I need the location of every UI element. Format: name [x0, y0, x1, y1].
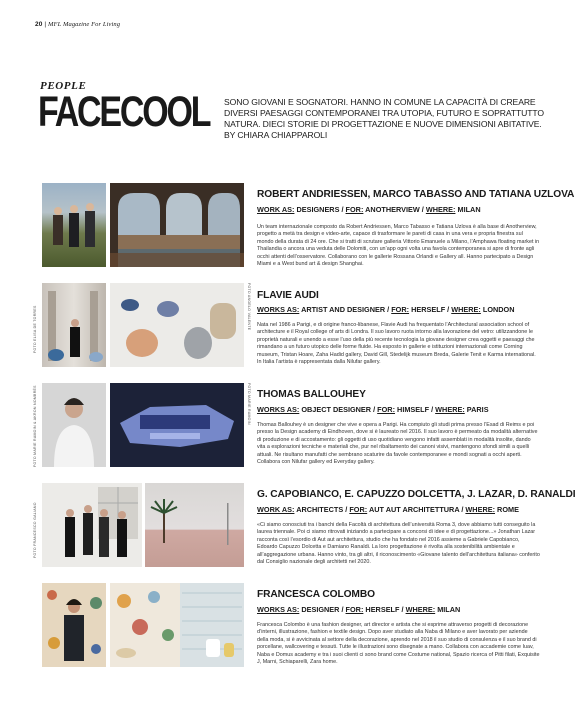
profile-description: Thomas Ballouhey è un designer che vive e opera a Parigi. Ha compiuto gli studi prima presso l’Esad di Reims e poi presso la Design academy di Eindhoven, dove si è laureato nel 2016. Il suo lavoro è permeato da modalità alternative di produzione e di accostamento: gli oggetti di uso quotidiano vengono infatti assemblati in modalità insolite, dando vita a esplorazioni tecniche e materiali che, pur nel ribaltamento dei canoni visivi, mantengono sfondi simili a quelli attuali. Ne risultano manufatti che sembrano scaturire da favole contemporanee e mondi sognati a occhi aperti. Collabora con Nilufar gallery ed Everyday gallery. [257, 422, 538, 466]
photo-credit: FOTO MARIE RAMOIN & AKRON NOMBRÉS [33, 385, 37, 467]
photo-credit: FOTO MARIE RAMOIN [247, 383, 251, 425]
profile-meta: WORKS AS: DESIGNER / FOR: HERSELF / WHERE: MILAN [257, 605, 461, 614]
profile-meta: WORK AS: DESIGNERS / FOR: ANOTHERVIEW / WHERE: MILAN [257, 205, 481, 214]
profile-description: Nata nel 1986 a Parigi, e di origine franco-libanese, Flavie Audi ha frequentato l’Architectural association school of architecture e il Royal college of arts di Londra. Il suo lavoro ruota intorno alla lavorazione del vetro: utilizzandone le proprietà naturali e unendo a esse l’uso della più recente tecnologia la giovane designer crea oggetti e paesaggi che rimandano a un futuro utopico delle forme fluide. Ha esposto in gallerie e istituzioni internazionali come Corning museum, Tristan Hoare, Zaha Hadid gallery, David Gill, Stedelijk museum Breda, Galerie Tenit e Karma international. In Italia l’artista è rappresentata dalla Nilufar gallery. [257, 322, 536, 366]
architects-group-icon [42, 483, 142, 567]
profile-description: Un team internazionale composto da Robert Andriessen, Marco Tabasso e Tatiana Uzlova è alla base di Anotherview, progetto a metà tra design e video-arte, capace di trasformare le pareti di casa in una vera e propria finestra sul mondo della durata di 24 ore. Che si tratti di scrutare galleria Vittorio Emanuele a Milano, l’Amphawa floating market in Thailandia o ancora una veduta delle Dolomiti, con un’app ogni volta una favola contemporanea si apre di fronte agli occhi attenti dell’osservatore. Collaborano con le gallerie Rossana Orlandi e Gallery all. Hanno partecipato a Design Miami e a West bund art & design Shanghai. [257, 224, 540, 268]
woman-pattern-icon [42, 583, 106, 667]
profile-meta: WORKS AS: ARTIST AND DESIGNER / FOR: HERSELF / WHERE: LONDON [257, 305, 515, 314]
portrait-francesca-colombo [42, 583, 106, 667]
palm-tree-icon [145, 483, 244, 567]
blue-sculpture-icon [110, 383, 244, 467]
profile-name: G. CAPOBIANCO, E. CAPUZZO DOLCETTA, J. LAZAR, D. RANALDI [257, 489, 576, 500]
man-figure-icon [42, 383, 106, 467]
profile-name: ROBERT ANDRIESSEN, MARCO TABASSO AND TATIANA UZLOVA [257, 189, 575, 200]
render-aut-aut [145, 483, 244, 567]
woman-figure-icon [42, 283, 106, 367]
photo-credit: FOTO ANGELO VALENTE [247, 283, 251, 331]
intro-text: SONO GIOVANI E SOGNATORI. HANNO IN COMUNE LA CAPACITÀ DI CREARE DIVERSI PAESAGGI CONTEMPORANEI TRA UTOPIA, FUTURO E SOPRATTUTTO NATURA. DIECI STORIE DI PROGETTAZIONE E NUOVE DIMENSIONI ABITATIVE. BY CHIARA CHIAPPAROLI [224, 97, 544, 140]
group-figures-icon [42, 183, 106, 267]
glass-sculptures-icon [110, 283, 244, 367]
profile-name: THOMAS BALLOUHEY [257, 389, 366, 400]
object-thomas-ballouhey [110, 383, 244, 467]
profile-description: Francesca Colombo è una fashion designer, art director e artista che si esprime attraverso progetti di decorazione d’interni, illustrazione, fashion e textile design. Dopo aver studiato alla Naba di Milano e aver lavorato per aziende della moda, si è avvicinata al settore della decorazione, aprendo nel 2018 il suo studio di consulenza e il suo brand di porcellane, wallcovering e tessuti. Tutte le illustrazioni sono disegnate a mano. Collabora con accademie come Iuav, Naba e Domus academy e tra i suoi clienti ci sono brand come Costume national, Spazio ricerca of Pitti filati, Exquisite J, Marni, Schiaparelli, Zara home. [257, 622, 540, 666]
group-photo-aut-aut [42, 483, 142, 567]
arched-windows-icon [110, 183, 244, 267]
page-title: FACECOOL [38, 88, 210, 136]
profile-name: FLAVIE AUDI [257, 290, 319, 301]
profile-description: «Ci siamo conosciuti tra i banchi della Facoltà di architettura dell’università Roma 3, dove abbiamo tutti conseguito la laurea triennale. Poi ci siamo ritrovati iniziando a partecipare a concorsi di idee e di progettazione...» Jonathan Lazar racconta così l’esordio di Aut aut architettura, studio che ha fondato nel 2016 assieme a Gabriele Capobianco, Edoardo Capuzzo Dolcetta e Damiano Ranaldi. La loro progettazione è rivolta alla sostenibilità ambientale e all’aggregazione urbana. Hanno vinto, tra gli altri, il riconoscimento «Giovane talento dell’architettura italiana» conferito dal Consiglio nazionale degli architetti nel 2020. [257, 522, 540, 566]
photo-credit: FOTO FRANCESCO GALIANO [33, 502, 37, 558]
glass-objects-flavie-audi [110, 283, 244, 367]
profile-name: FRANCESCA COLOMBO [257, 589, 375, 600]
group-photo-anotherview [42, 183, 106, 267]
section-label: PEOPLE [40, 80, 87, 92]
portrait-flavie-audi [42, 283, 106, 367]
wallcovering-porcelain-icon [110, 583, 244, 667]
page-folio: 20 | MFL Magazine For Living [35, 21, 121, 28]
magazine-name: MFL Magazine For Living [48, 21, 121, 28]
profile-meta: WORKS AS: OBJECT DESIGNER / FOR: HIMSELF / WHERE: PARIS [257, 405, 489, 414]
page-number: 20 [35, 21, 43, 28]
profile-meta: WORK AS: ARCHITECTS / FOR: AUT AUT ARCHITETTURA / WHERE: ROME [257, 505, 519, 514]
portrait-thomas-ballouhey [42, 383, 106, 467]
window-video-anotherview [110, 183, 244, 267]
photo-credit: FOTO ELISA DE TORRES [33, 305, 37, 353]
decor-francesca-colombo [110, 583, 244, 667]
